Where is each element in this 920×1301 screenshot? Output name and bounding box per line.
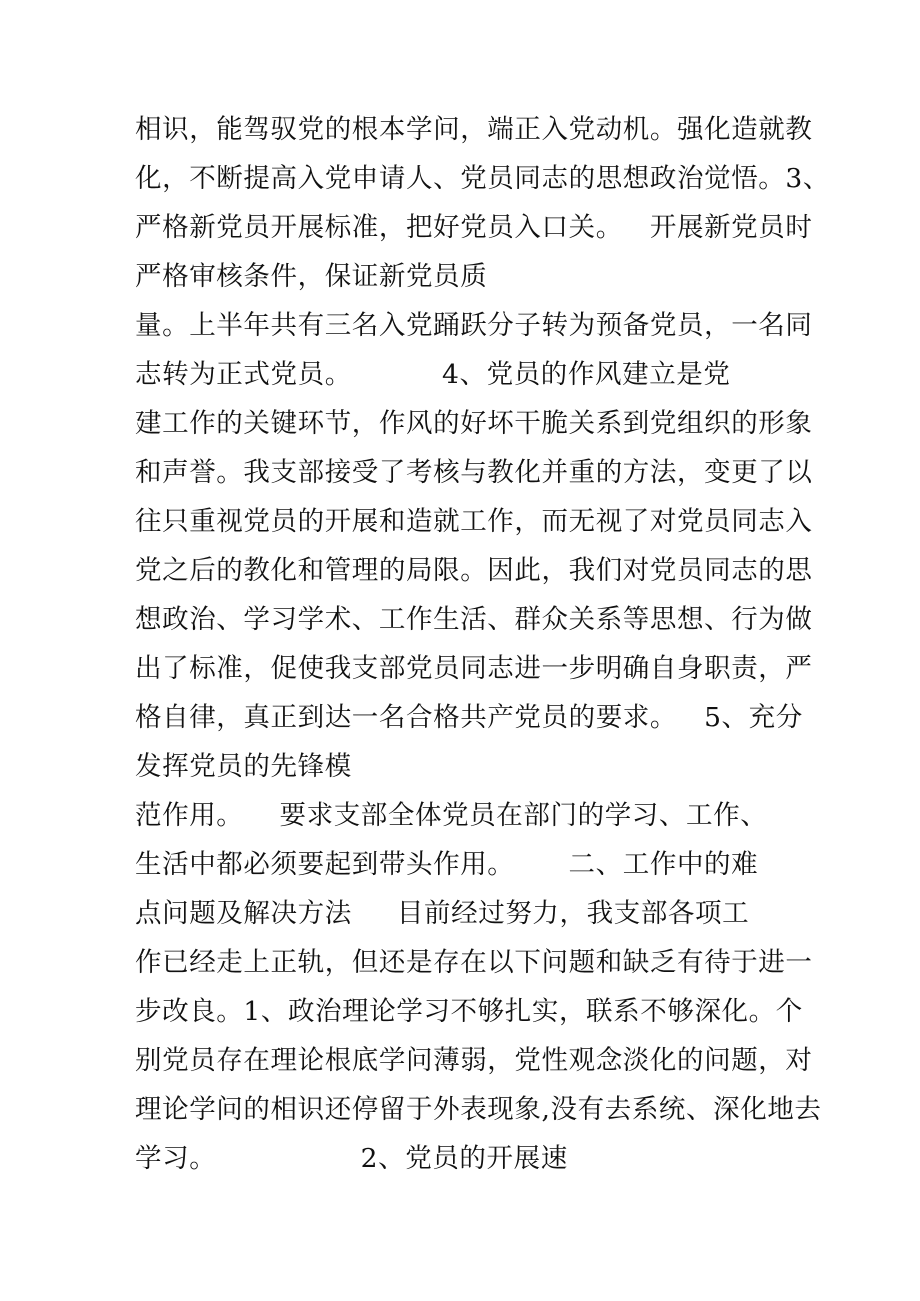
text-line: 志转为正式党员。 4、党员的作风建立是党 <box>135 359 731 390</box>
text-line: 理论学问的相识还停留于外表现象,没有去系统、深化地去 <box>135 1094 822 1125</box>
text-line: 和声誉。我支部接受了考核与教化并重的方法，变更了以 <box>135 457 813 488</box>
text-line: 生活中都必须要起到带头作用。 二、工作中的难 <box>135 849 759 880</box>
text-line: 化，不断提高入党申请人、党员同志的思想政治觉悟。3、 <box>135 163 830 194</box>
text-line: 量。上半年共有三名入党踊跃分子转为预备党员，一名同 <box>135 310 813 341</box>
text-line: 相识，能驾驭党的根本学问，端正入党动机。强化造就教 <box>135 114 813 145</box>
text-line: 往只重视党员的开展和造就工作，而无视了对党员同志入 <box>135 506 813 537</box>
text-line: 发挥党员的先锋模 <box>135 751 352 782</box>
text-line: 严格审核条件，保证新党员质 <box>135 261 488 292</box>
text-line: 步改良。1、政治理论学习不够扎实，联系不够深化。个 <box>135 996 803 1027</box>
text-line: 党之后的教化和管理的局限。因此，我们对党员同志的思 <box>135 555 813 586</box>
text-line: 学习。 2、党员的开展速 <box>135 1143 568 1174</box>
text-line: 范作用。 要求支部全体党员在部门的学习、工作、 <box>135 800 768 831</box>
text-line: 出了标准，促使我支部党员同志进一步明确自身职责，严 <box>135 653 813 684</box>
text-line: 别党员存在理论根底学问薄弱，党性观念淡化的问题，对 <box>135 1045 813 1076</box>
text-line: 点问题及解决方法 目前经过努力，我支部各项工 <box>135 898 750 929</box>
text-line: 作已经走上正轨，但还是存在以下问题和缺乏有待于进一 <box>135 947 813 978</box>
text-line: 严格新党员开展标准，把好党员入口关。 开展新党员时 <box>135 212 813 243</box>
text-line: 格自律，真正到达一名合格共产党员的要求。 5、充分 <box>135 702 803 733</box>
text-line: 想政治、学习学术、工作生活、群众关系等思想、行为做 <box>135 604 813 635</box>
text-line: 建工作的关键环节，作风的好坏干脆关系到党组织的形象 <box>135 408 813 439</box>
